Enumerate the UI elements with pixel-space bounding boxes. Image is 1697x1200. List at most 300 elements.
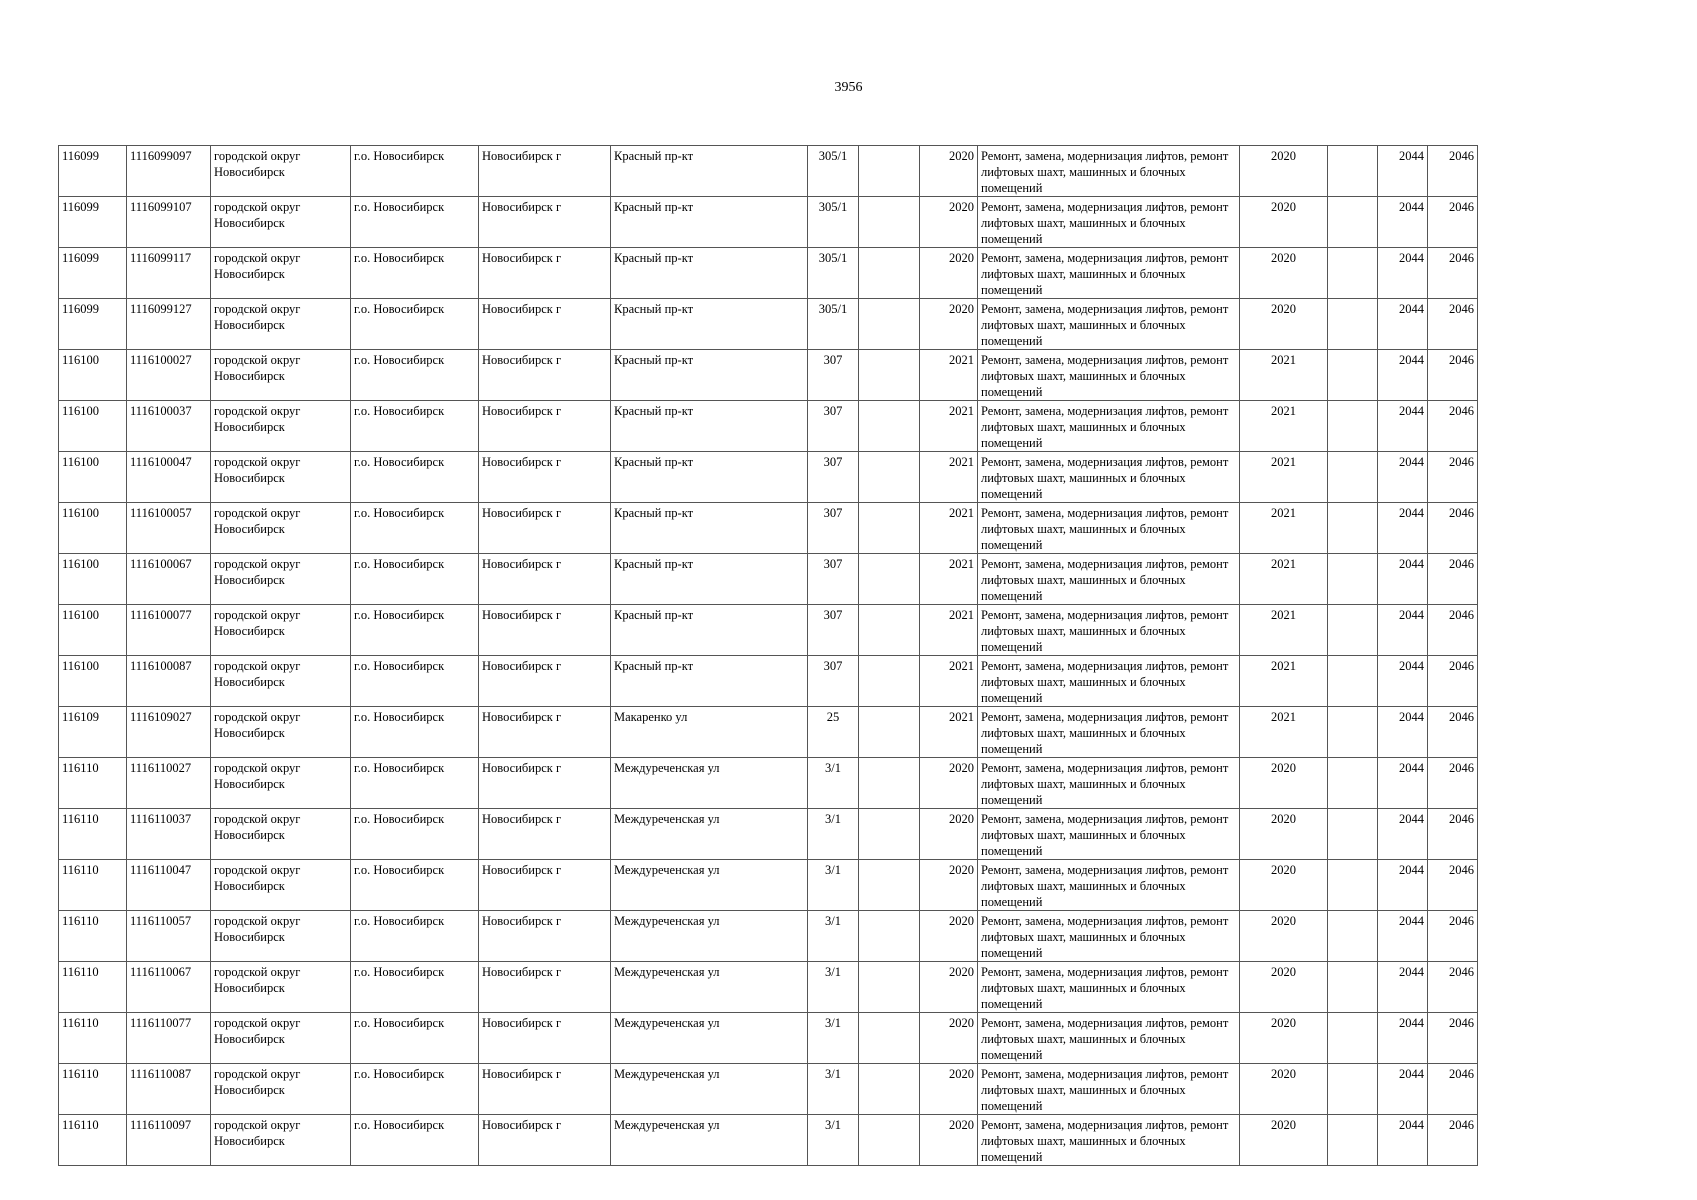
cell-record-id: 1116099127 [127,299,211,350]
cell-house-code: 116100 [59,401,127,452]
cell-street: Междуреченская ул [611,1013,808,1064]
cell-municipal-short: г.о. Новосибирск [351,248,479,299]
cell-planned-year: 2020 [1240,197,1328,248]
cell-plan-year-start: 2044 [1378,1064,1428,1115]
cell-planned-year: 2020 [1240,962,1328,1013]
cell-house-number: 3/1 [808,758,859,809]
cell-street: Междуреченская ул [611,1064,808,1115]
table-row [59,758,1478,809]
cell-record-id: 1116099097 [127,146,211,197]
cell-plan-year-end: 2046 [1428,656,1478,707]
cell-plan-year-end: 2046 [1428,1064,1478,1115]
cell-settlement: Новосибирск г [479,299,611,350]
cell-house-code: 116110 [59,758,127,809]
cell-settlement: Новосибирск г [479,1115,611,1166]
cell-empty-column [1328,707,1378,758]
cell-municipality: городской округ Новосибирск [211,299,351,350]
table-row [59,962,1478,1013]
cell-municipal-short: г.о. Новосибирск [351,452,479,503]
cell-work-type: Ремонт, замена, модернизация лифтов, ремонт лифтовых шахт, машинных и блочных помещений [978,452,1240,503]
cell-house-code: 116100 [59,554,127,605]
cell-house-number: 307 [808,401,859,452]
cell-year-completed: 2020 [920,146,978,197]
cell-empty-column [1328,1115,1378,1166]
cell-house-code: 116099 [59,248,127,299]
cell-settlement: Новосибирск г [479,656,611,707]
cell-building [859,554,920,605]
cell-building [859,452,920,503]
cell-building [859,1115,920,1166]
cell-planned-year: 2020 [1240,146,1328,197]
cell-record-id: 1116100037 [127,401,211,452]
cell-record-id: 1116109027 [127,707,211,758]
cell-house-code: 116110 [59,1115,127,1166]
table-row [59,197,1478,248]
cell-street: Красный пр-кт [611,605,808,656]
cell-record-id: 1116100087 [127,656,211,707]
cell-plan-year-end: 2046 [1428,350,1478,401]
cell-municipal-short: г.о. Новосибирск [351,350,479,401]
cell-municipal-short: г.о. Новосибирск [351,1115,479,1166]
table-body [59,146,1478,1166]
cell-house-code: 116100 [59,350,127,401]
cell-plan-year-start: 2044 [1378,554,1428,605]
cell-empty-column [1328,605,1378,656]
cell-work-type: Ремонт, замена, модернизация лифтов, ремонт лифтовых шахт, машинных и блочных помещений [978,401,1240,452]
cell-settlement: Новосибирск г [479,605,611,656]
cell-house-number: 3/1 [808,860,859,911]
cell-planned-year: 2021 [1240,350,1328,401]
cell-municipal-short: г.о. Новосибирск [351,146,479,197]
cell-record-id: 1116110057 [127,911,211,962]
cell-plan-year-end: 2046 [1428,962,1478,1013]
cell-municipality: городской округ Новосибирск [211,554,351,605]
cell-building [859,860,920,911]
table-row [59,452,1478,503]
registry-table [58,145,1478,1166]
table-row [59,1013,1478,1064]
table-row [59,809,1478,860]
cell-street: Междуреченская ул [611,962,808,1013]
cell-street: Междуреченская ул [611,809,808,860]
cell-plan-year-end: 2046 [1428,860,1478,911]
cell-empty-column [1328,860,1378,911]
cell-work-type: Ремонт, замена, модернизация лифтов, ремонт лифтовых шахт, машинных и блочных помещений [978,197,1240,248]
cell-planned-year: 2020 [1240,299,1328,350]
cell-settlement: Новосибирск г [479,758,611,809]
cell-planned-year: 2020 [1240,758,1328,809]
cell-building [859,146,920,197]
cell-year-completed: 2021 [920,554,978,605]
cell-house-number: 3/1 [808,1115,859,1166]
cell-plan-year-start: 2044 [1378,248,1428,299]
cell-municipal-short: г.о. Новосибирск [351,911,479,962]
cell-plan-year-end: 2046 [1428,197,1478,248]
cell-work-type: Ремонт, замена, модернизация лифтов, ремонт лифтовых шахт, машинных и блочных помещений [978,554,1240,605]
cell-work-type: Ремонт, замена, модернизация лифтов, ремонт лифтовых шахт, машинных и блочных помещений [978,605,1240,656]
cell-year-completed: 2020 [920,758,978,809]
cell-house-number: 307 [808,503,859,554]
cell-work-type: Ремонт, замена, модернизация лифтов, ремонт лифтовых шахт, машинных и блочных помещений [978,1013,1240,1064]
cell-municipal-short: г.о. Новосибирск [351,401,479,452]
cell-building [859,503,920,554]
cell-plan-year-end: 2046 [1428,911,1478,962]
cell-record-id: 1116100077 [127,605,211,656]
cell-building [859,350,920,401]
cell-street: Красный пр-кт [611,503,808,554]
cell-municipal-short: г.о. Новосибирск [351,554,479,605]
cell-plan-year-start: 2044 [1378,503,1428,554]
table-row [59,1115,1478,1166]
cell-year-completed: 2020 [920,1013,978,1064]
cell-plan-year-start: 2044 [1378,707,1428,758]
cell-street: Междуреченская ул [611,860,808,911]
cell-work-type: Ремонт, замена, модернизация лифтов, ремонт лифтовых шахт, машинных и блочных помещений [978,350,1240,401]
cell-house-number: 3/1 [808,1064,859,1115]
cell-settlement: Новосибирск г [479,248,611,299]
cell-empty-column [1328,299,1378,350]
cell-year-completed: 2020 [920,197,978,248]
table-row [59,248,1478,299]
cell-municipality: городской округ Новосибирск [211,350,351,401]
table-row [59,146,1478,197]
cell-empty-column [1328,809,1378,860]
cell-planned-year: 2021 [1240,452,1328,503]
cell-house-number: 3/1 [808,1013,859,1064]
cell-planned-year: 2021 [1240,554,1328,605]
cell-building [859,911,920,962]
cell-street: Междуреченская ул [611,758,808,809]
cell-empty-column [1328,503,1378,554]
cell-work-type: Ремонт, замена, модернизация лифтов, ремонт лифтовых шахт, машинных и блочных помещений [978,503,1240,554]
cell-building [859,656,920,707]
cell-record-id: 1116110087 [127,1064,211,1115]
cell-record-id: 1116099107 [127,197,211,248]
cell-empty-column [1328,758,1378,809]
cell-building [859,605,920,656]
cell-building [859,299,920,350]
cell-plan-year-start: 2044 [1378,452,1428,503]
cell-municipality: городской округ Новосибирск [211,452,351,503]
cell-plan-year-start: 2044 [1378,299,1428,350]
table-row [59,656,1478,707]
cell-plan-year-end: 2046 [1428,503,1478,554]
cell-planned-year: 2021 [1240,401,1328,452]
cell-municipality: городской округ Новосибирск [211,962,351,1013]
cell-building [859,758,920,809]
cell-municipality: городской округ Новосибирск [211,656,351,707]
cell-street: Красный пр-кт [611,146,808,197]
cell-empty-column [1328,248,1378,299]
table-row [59,350,1478,401]
cell-house-number: 3/1 [808,911,859,962]
cell-building [859,962,920,1013]
cell-empty-column [1328,197,1378,248]
cell-empty-column [1328,1013,1378,1064]
cell-plan-year-start: 2044 [1378,911,1428,962]
cell-record-id: 1116110027 [127,758,211,809]
cell-settlement: Новосибирск г [479,452,611,503]
cell-year-completed: 2021 [920,401,978,452]
cell-record-id: 1116100057 [127,503,211,554]
cell-settlement: Новосибирск г [479,707,611,758]
cell-plan-year-start: 2044 [1378,401,1428,452]
cell-municipality: городской округ Новосибирск [211,503,351,554]
cell-house-number: 305/1 [808,146,859,197]
cell-year-completed: 2021 [920,350,978,401]
cell-street: Красный пр-кт [611,197,808,248]
cell-work-type: Ремонт, замена, модернизация лифтов, ремонт лифтовых шахт, машинных и блочных помещений [978,1064,1240,1115]
cell-work-type: Ремонт, замена, модернизация лифтов, ремонт лифтовых шахт, машинных и блочных помещений [978,656,1240,707]
cell-year-completed: 2020 [920,962,978,1013]
cell-house-code: 116110 [59,1064,127,1115]
cell-house-number: 307 [808,452,859,503]
cell-municipal-short: г.о. Новосибирск [351,860,479,911]
cell-municipal-short: г.о. Новосибирск [351,197,479,248]
cell-municipality: городской округ Новосибирск [211,1064,351,1115]
cell-street: Красный пр-кт [611,248,808,299]
cell-house-number: 307 [808,656,859,707]
cell-house-code: 116110 [59,1013,127,1064]
cell-plan-year-start: 2044 [1378,197,1428,248]
cell-record-id: 1116110077 [127,1013,211,1064]
cell-street: Междуреченская ул [611,911,808,962]
cell-house-code: 116100 [59,503,127,554]
cell-year-completed: 2020 [920,1064,978,1115]
cell-street: Красный пр-кт [611,299,808,350]
cell-building [859,197,920,248]
cell-plan-year-end: 2046 [1428,605,1478,656]
cell-year-completed: 2020 [920,299,978,350]
cell-house-number: 305/1 [808,248,859,299]
cell-empty-column [1328,911,1378,962]
cell-plan-year-start: 2044 [1378,962,1428,1013]
cell-municipality: городской округ Новосибирск [211,1013,351,1064]
cell-municipal-short: г.о. Новосибирск [351,809,479,860]
cell-year-completed: 2020 [920,248,978,299]
table-row [59,911,1478,962]
cell-plan-year-start: 2044 [1378,350,1428,401]
cell-house-code: 116099 [59,299,127,350]
table-row [59,707,1478,758]
cell-settlement: Новосибирск г [479,809,611,860]
cell-municipality: городской округ Новосибирск [211,809,351,860]
cell-plan-year-end: 2046 [1428,758,1478,809]
cell-building [859,1064,920,1115]
table-row [59,605,1478,656]
cell-empty-column [1328,401,1378,452]
cell-plan-year-start: 2044 [1378,146,1428,197]
cell-house-number: 307 [808,554,859,605]
cell-empty-column [1328,962,1378,1013]
table-row [59,299,1478,350]
cell-settlement: Новосибирск г [479,401,611,452]
cell-settlement: Новосибирск г [479,911,611,962]
cell-planned-year: 2020 [1240,809,1328,860]
cell-house-code: 116100 [59,605,127,656]
cell-municipality: городской округ Новосибирск [211,146,351,197]
cell-house-number: 307 [808,350,859,401]
cell-municipality: городской округ Новосибирск [211,248,351,299]
cell-municipality: городской округ Новосибирск [211,605,351,656]
cell-house-number: 305/1 [808,197,859,248]
cell-work-type: Ремонт, замена, модернизация лифтов, ремонт лифтовых шахт, машинных и блочных помещений [978,707,1240,758]
cell-work-type: Ремонт, замена, модернизация лифтов, ремонт лифтовых шахт, машинных и блочных помещений [978,1115,1240,1166]
cell-planned-year: 2020 [1240,1013,1328,1064]
cell-house-number: 3/1 [808,962,859,1013]
page-number: 3956 [834,80,863,95]
cell-house-code: 116099 [59,146,127,197]
cell-plan-year-start: 2044 [1378,860,1428,911]
cell-year-completed: 2021 [920,656,978,707]
cell-plan-year-end: 2046 [1428,554,1478,605]
cell-work-type: Ремонт, замена, модернизация лифтов, ремонт лифтовых шахт, машинных и блочных помещений [978,146,1240,197]
cell-work-type: Ремонт, замена, модернизация лифтов, ремонт лифтовых шахт, машинных и блочных помещений [978,248,1240,299]
cell-street: Макаренко ул [611,707,808,758]
cell-year-completed: 2021 [920,452,978,503]
cell-planned-year: 2020 [1240,1064,1328,1115]
cell-year-completed: 2021 [920,605,978,656]
cell-street: Красный пр-кт [611,554,808,605]
cell-empty-column [1328,146,1378,197]
cell-settlement: Новосибирск г [479,1064,611,1115]
cell-empty-column [1328,1064,1378,1115]
cell-building [859,1013,920,1064]
cell-record-id: 1116100067 [127,554,211,605]
cell-record-id: 1116100047 [127,452,211,503]
cell-house-code: 116109 [59,707,127,758]
cell-plan-year-end: 2046 [1428,1115,1478,1166]
cell-year-completed: 2020 [920,860,978,911]
cell-planned-year: 2020 [1240,911,1328,962]
cell-plan-year-start: 2044 [1378,1013,1428,1064]
cell-house-number: 305/1 [808,299,859,350]
cell-municipal-short: г.о. Новосибирск [351,707,479,758]
cell-record-id: 1116110037 [127,809,211,860]
cell-plan-year-end: 2046 [1428,452,1478,503]
cell-building [859,809,920,860]
cell-municipal-short: г.о. Новосибирск [351,656,479,707]
cell-plan-year-end: 2046 [1428,146,1478,197]
table-row [59,503,1478,554]
cell-municipality: городской округ Новосибирск [211,401,351,452]
cell-settlement: Новосибирск г [479,860,611,911]
cell-plan-year-end: 2046 [1428,401,1478,452]
cell-municipal-short: г.о. Новосибирск [351,605,479,656]
cell-municipal-short: г.о. Новосибирск [351,1064,479,1115]
cell-work-type: Ремонт, замена, модернизация лифтов, ремонт лифтовых шахт, машинных и блочных помещений [978,758,1240,809]
cell-year-completed: 2020 [920,809,978,860]
cell-plan-year-start: 2044 [1378,809,1428,860]
cell-settlement: Новосибирск г [479,146,611,197]
cell-empty-column [1328,554,1378,605]
cell-plan-year-end: 2046 [1428,1013,1478,1064]
cell-work-type: Ремонт, замена, модернизация лифтов, ремонт лифтовых шахт, машинных и блочных помещений [978,299,1240,350]
cell-planned-year: 2020 [1240,1115,1328,1166]
cell-planned-year: 2020 [1240,248,1328,299]
cell-municipal-short: г.о. Новосибирск [351,299,479,350]
cell-street: Междуреченская ул [611,1115,808,1166]
cell-record-id: 1116110047 [127,860,211,911]
cell-plan-year-start: 2044 [1378,1115,1428,1166]
cell-plan-year-start: 2044 [1378,656,1428,707]
cell-building [859,248,920,299]
cell-year-completed: 2021 [920,503,978,554]
cell-settlement: Новосибирск г [479,554,611,605]
cell-plan-year-end: 2046 [1428,707,1478,758]
cell-planned-year: 2021 [1240,707,1328,758]
cell-house-code: 116110 [59,860,127,911]
cell-municipal-short: г.о. Новосибирск [351,962,479,1013]
cell-record-id: 1116110097 [127,1115,211,1166]
cell-work-type: Ремонт, замена, модернизация лифтов, ремонт лифтовых шахт, машинных и блочных помещений [978,962,1240,1013]
cell-street: Красный пр-кт [611,656,808,707]
cell-municipality: городской округ Новосибирск [211,1115,351,1166]
cell-street: Красный пр-кт [611,401,808,452]
cell-municipality: городской округ Новосибирск [211,911,351,962]
cell-planned-year: 2021 [1240,503,1328,554]
cell-municipal-short: г.о. Новосибирск [351,1013,479,1064]
cell-settlement: Новосибирск г [479,962,611,1013]
cell-settlement: Новосибирск г [479,1013,611,1064]
cell-record-id: 1116110067 [127,962,211,1013]
cell-record-id: 1116100027 [127,350,211,401]
cell-municipality: городской округ Новосибирск [211,197,351,248]
cell-building [859,707,920,758]
cell-empty-column [1328,452,1378,503]
cell-planned-year: 2020 [1240,860,1328,911]
cell-planned-year: 2021 [1240,605,1328,656]
table-row [59,1064,1478,1115]
cell-record-id: 1116099117 [127,248,211,299]
cell-settlement: Новосибирск г [479,197,611,248]
table-row [59,860,1478,911]
cell-street: Красный пр-кт [611,350,808,401]
cell-settlement: Новосибирск г [479,503,611,554]
cell-empty-column [1328,350,1378,401]
cell-house-code: 116110 [59,911,127,962]
cell-plan-year-end: 2046 [1428,248,1478,299]
cell-house-code: 116110 [59,809,127,860]
cell-house-code: 116100 [59,452,127,503]
cell-municipality: городской округ Новосибирск [211,758,351,809]
cell-plan-year-start: 2044 [1378,605,1428,656]
cell-empty-column [1328,656,1378,707]
cell-house-number: 3/1 [808,809,859,860]
table-row [59,401,1478,452]
cell-year-completed: 2020 [920,1115,978,1166]
cell-settlement: Новосибирск г [479,350,611,401]
cell-plan-year-end: 2046 [1428,299,1478,350]
cell-house-code: 116110 [59,962,127,1013]
cell-year-completed: 2021 [920,707,978,758]
cell-planned-year: 2021 [1240,656,1328,707]
cell-municipality: городской округ Новосибирск [211,860,351,911]
cell-plan-year-end: 2046 [1428,809,1478,860]
cell-building [859,401,920,452]
cell-work-type: Ремонт, замена, модернизация лифтов, ремонт лифтовых шахт, машинных и блочных помещений [978,809,1240,860]
cell-house-code: 116100 [59,656,127,707]
cell-house-number: 25 [808,707,859,758]
cell-plan-year-start: 2044 [1378,758,1428,809]
cell-year-completed: 2020 [920,911,978,962]
cell-municipal-short: г.о. Новосибирск [351,758,479,809]
cell-municipal-short: г.о. Новосибирск [351,503,479,554]
cell-municipality: городской округ Новосибирск [211,707,351,758]
cell-house-code: 116099 [59,197,127,248]
cell-house-number: 307 [808,605,859,656]
table-row [59,554,1478,605]
